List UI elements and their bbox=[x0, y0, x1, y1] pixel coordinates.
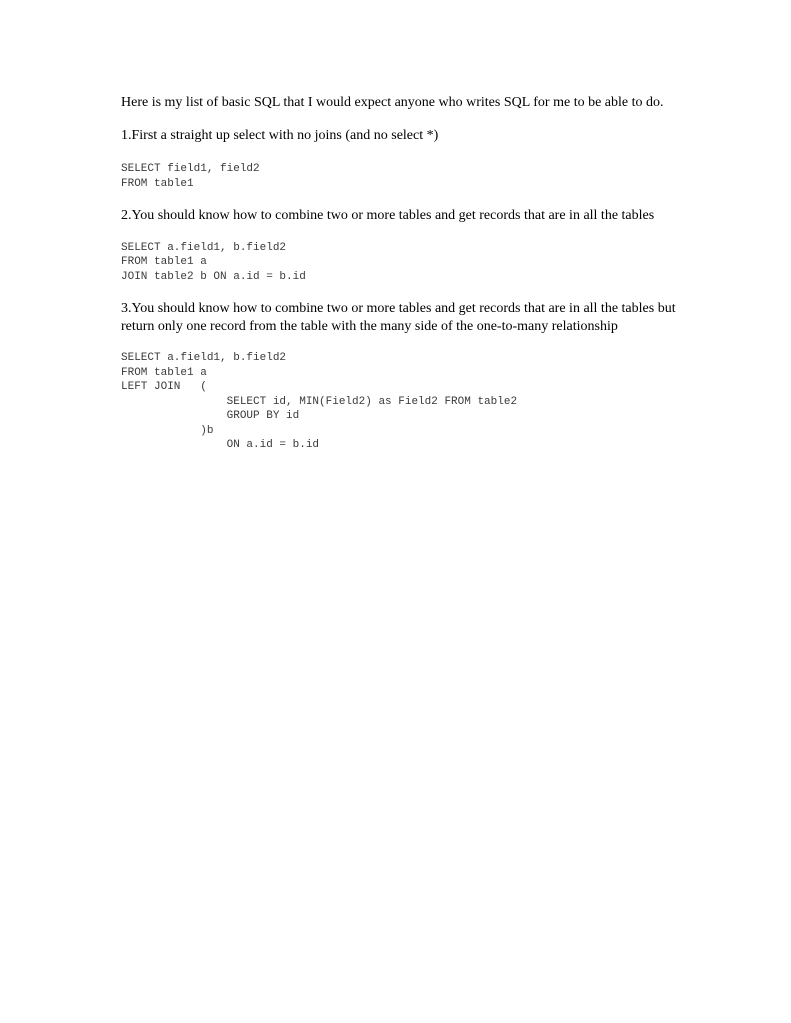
section-2-heading: 2.You should know how to combine two or more tables and get records that are in all the tables bbox=[121, 208, 655, 223]
section-1-code: SELECT field1, field2 FROM table1 bbox=[121, 163, 260, 190]
intro-paragraph: Here is my list of basic SQL that I would expect anyone who writes SQL for me to be able to do. bbox=[121, 95, 664, 110]
section-2-code: SELECT a.field1, b.field2 FROM table1 a JOIN table2 b ON a.id = b.id bbox=[121, 241, 306, 283]
section-1-heading: 1.First a straight up select with no joins (and no select *) bbox=[121, 127, 439, 143]
document-body bbox=[121, 94, 681, 453]
section-3-heading: 3.You should know how to combine two or more tables and get records that are in all the tables but return only one record from the table with the many side of the one-to-many relationship bbox=[121, 301, 676, 334]
section-3-code: SELECT a.field1, b.field2 FROM table1 a LEFT JOIN ( SELECT id, MIN(Field2) as Field2 FROM table2 GROUP BY id )b ON a.id = b.id bbox=[121, 352, 518, 451]
